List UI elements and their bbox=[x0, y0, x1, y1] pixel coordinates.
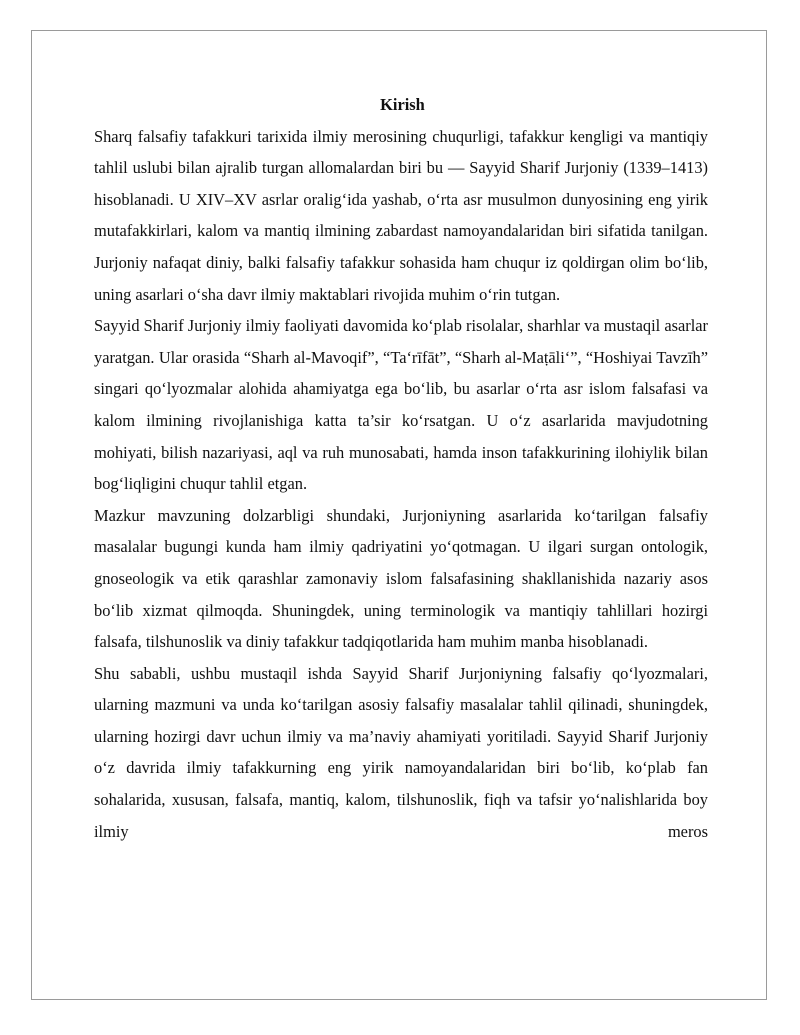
paragraph-1: Sharq falsafiy tafakkuri tarixida ilmiy merosining chuqurligi, tafakkur kengligi va mantiqiy tahlil uslubi bilan ajralib turgan allomalardan biri bu — Sayyid Sharif Jurjoniy (1339–1413) hisoblanadi. U XIV–XV asrlar oralig‘ida yashab, o‘rta asr musulmon dunyosining eng yirik mutafakkirlari, kalom va mantiq ilmining zabardast namoyandalaridan biri sifatida tanilgan. Jurjoniy nafaqat diniy, balki falsafiy tafakkur sohasida ham chuqur iz qoldirgan olim bo‘lib, uning asarlari o‘sha davr ilmiy maktablari rivojida muhim o‘rin tutgan. bbox=[94, 126, 708, 304]
document-title: Kirish bbox=[380, 95, 425, 114]
paragraph-3: Mazkur mavzuning dolzarbligi shundaki, Jurjoniyning asarlarida ko‘tarilgan falsafiy masalalar bugungi kunda ham ilmiy qadriyatini yo‘qotmagan. U ilgari surgan ontologik, gnoseologik va etik qarashlar zamonaviy islom falsafasining shakllanishida nazariy asos bo‘lib xizmat qilmoqda. Shuningdek, uning terminologik va mantiqiy tahlillari hozirgi falsafa, tilshunoslik va diniy tafakkur tadqiqotlarida ham muhim manba hisoblanadi. bbox=[94, 505, 708, 652]
paragraph-4: Shu sababli, ushbu mustaqil ishda Sayyid Sharif Jurjoniyning falsafiy qo‘lyozmalari, ularning mazmuni va unda ko‘tarilgan asosiy falsafiy masalalar tahlil qilinadi, shuningdek, ularning hozirgi davr uchun ilmiy va ma’naviy ahamiyati yoritiladi. Sayyid Sharif Jurjoniy o‘z davrida ilmiy tafakkurning eng yirik namoyandalaridan biri bo‘lib, ko‘plab fan sohalarida, xususan, falsafa, mantiq, kalom, tilshunoslik, fiqh va tafsir yo‘nalishlarida boy ilmiy meros bbox=[94, 663, 708, 841]
paragraph-2: Sayyid Sharif Jurjoniy ilmiy faoliyati davomida ko‘plab risolalar, sharhlar va mustaqil asarlar yaratgan. Ular orasida “Sharh al-Mavoqif”, “Ta‘rīfāt”, “Sharh al-Maṭāli‘”, “Hoshiyai Tavzīh” singari qo‘lyozmalar alohida ahamiyatga ega bo‘lib, bu asarlar o‘rta asr islom falsafasi va kalom ilmining rivojlanishiga katta ta’sir ko‘rsatgan. U o‘z asarlarida mavjudotning mohiyati, bilish nazariyasi, aql va ruh munosabati, hamda inson tafakkurining ilohiylik bilan bog‘liqligini chuqur tahlil etgan. bbox=[94, 316, 708, 494]
document-body bbox=[94, 89, 708, 847]
